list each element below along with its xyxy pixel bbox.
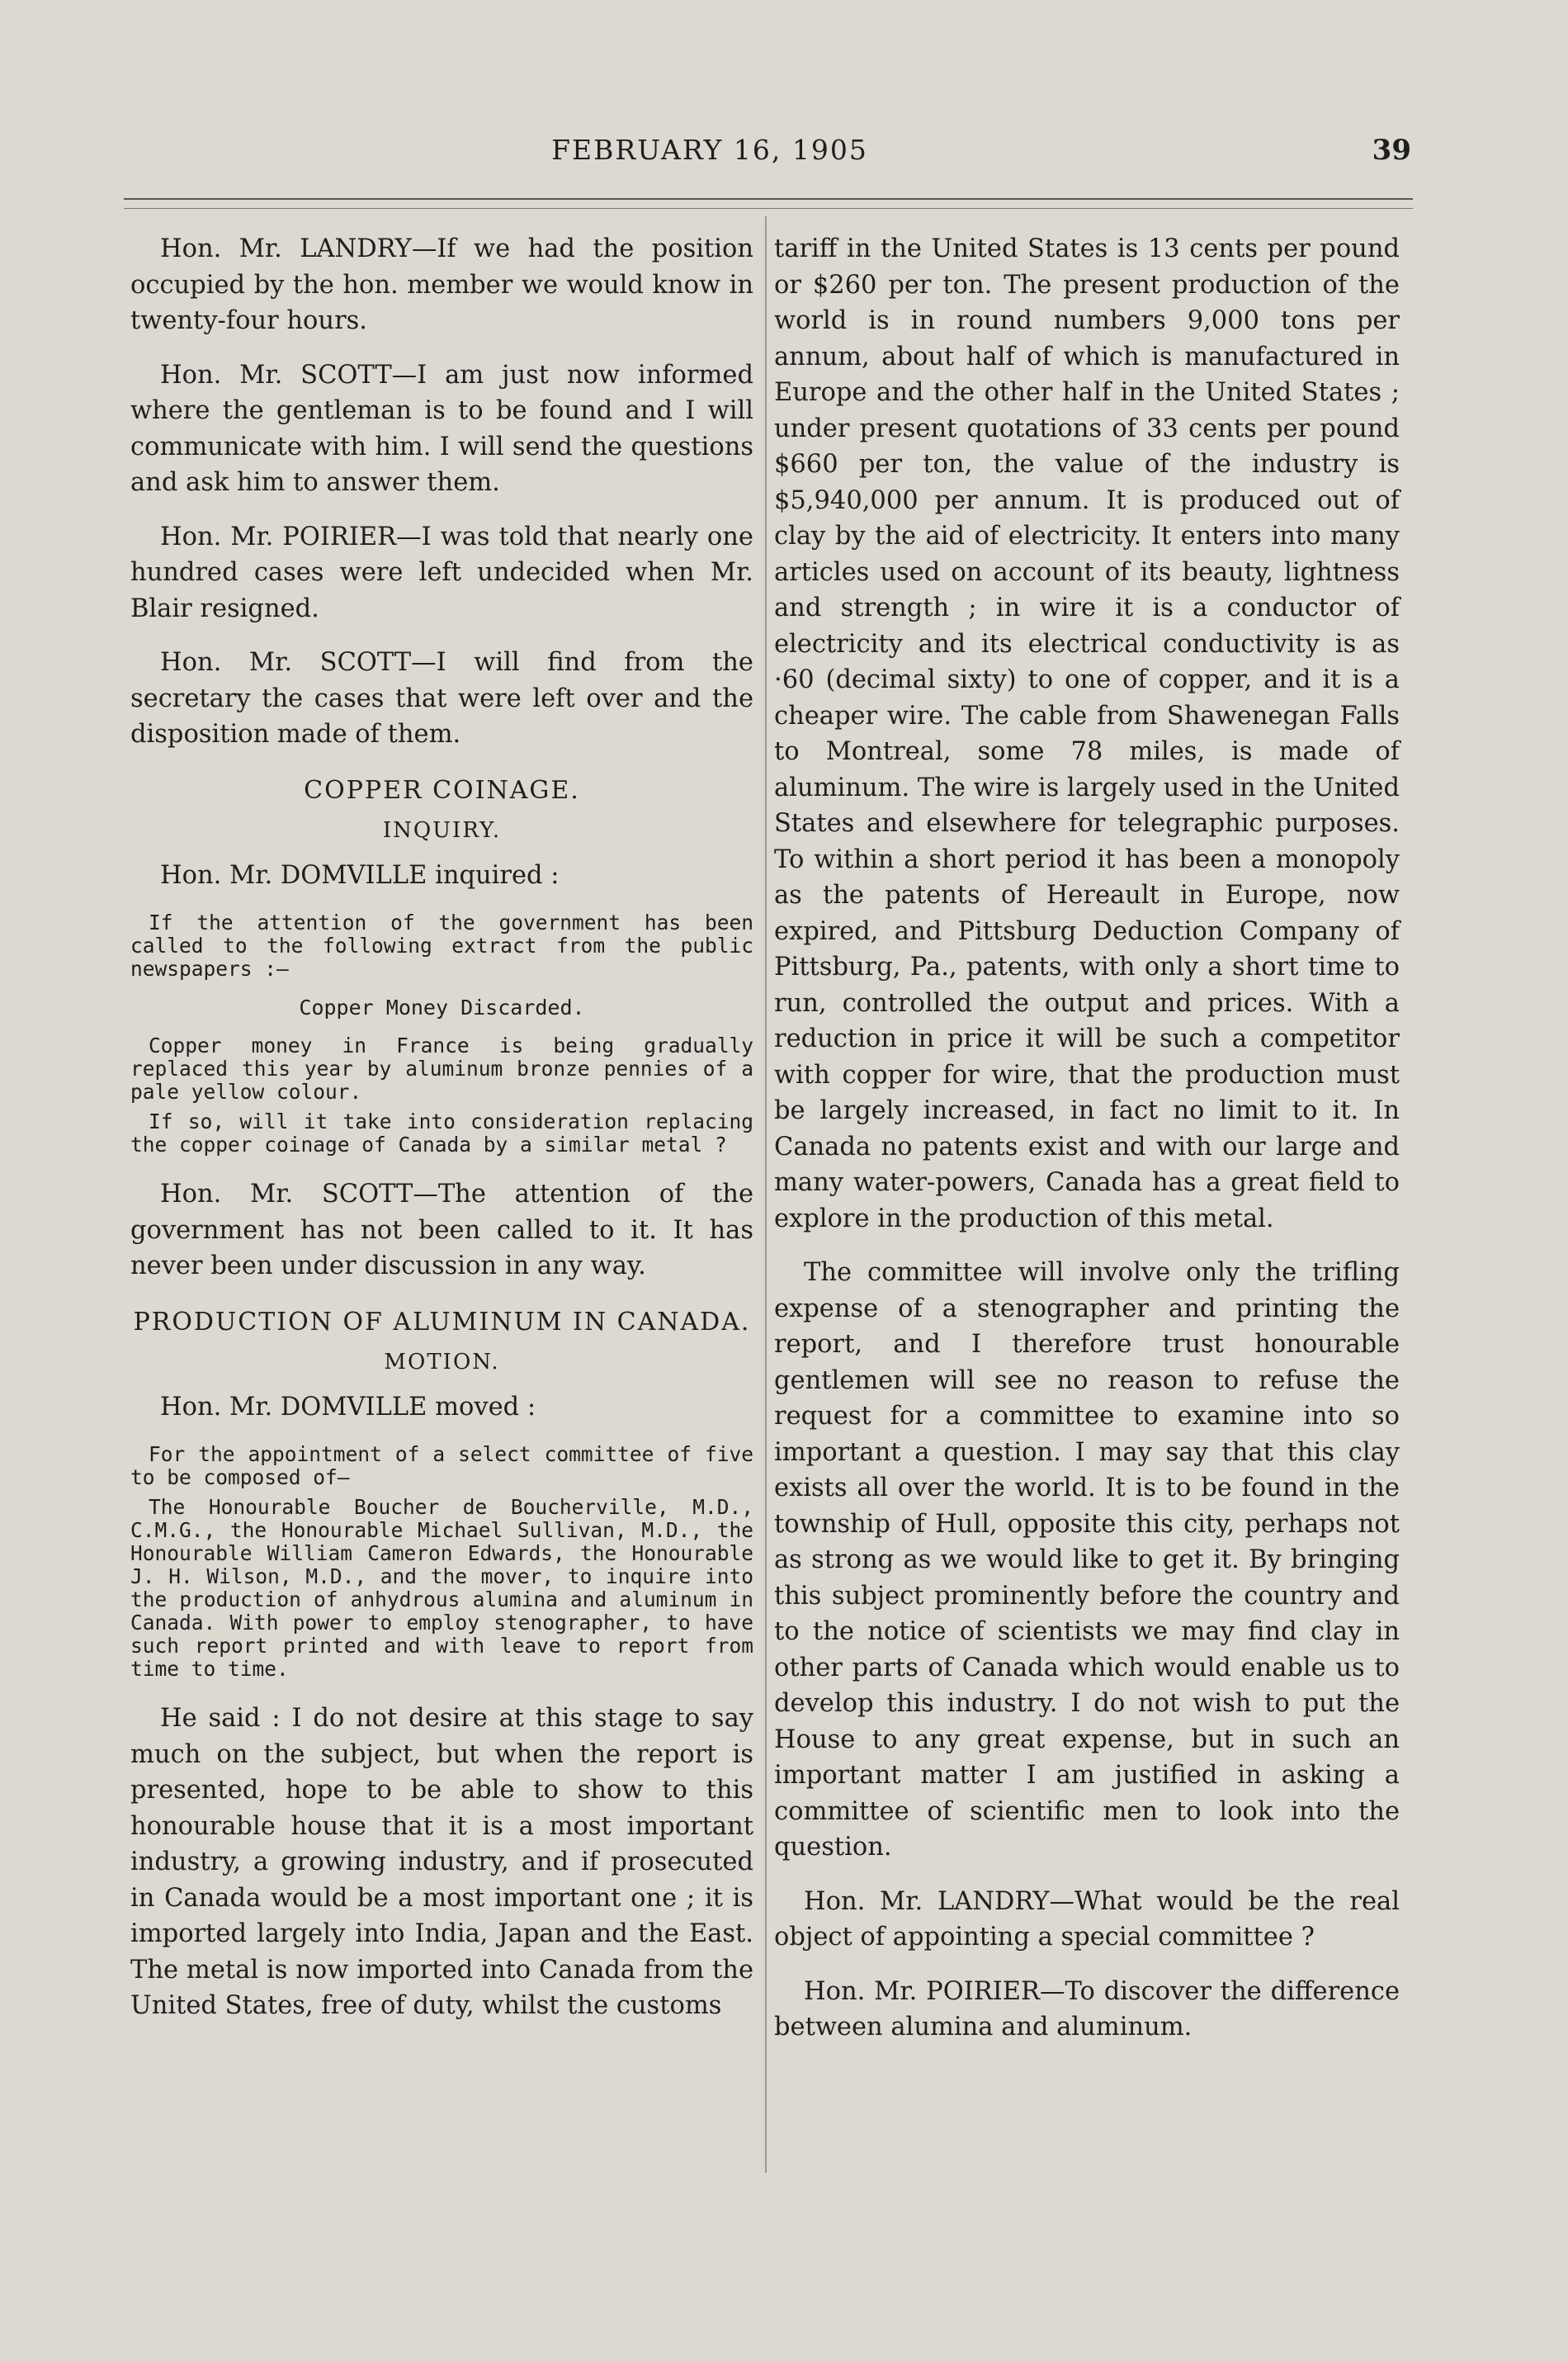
quote-paragraph: Copper money in France is being gradually replaced this year by aluminum bronze pennies of a pale yellow colour. — [130, 1034, 753, 1104]
right-column — [774, 231, 1400, 2064]
running-header — [124, 132, 1411, 173]
section-subheading: MOTION. — [384, 1349, 500, 1374]
section-heading: COPPER COINAGE. — [304, 775, 580, 805]
section-subheading: INQUIRY. — [382, 817, 502, 843]
left-column — [130, 231, 753, 2042]
header-rule — [124, 198, 1413, 200]
paragraph: Hon. Mr. POIRIER—To discover the difference between alumina and aluminum. — [774, 1976, 1400, 2042]
quoted-motion — [130, 1443, 753, 1681]
paragraph: The committee will involve only the trifling expense of a stenographer and printing the report, and I therefore trust honourable gentlemen will see no reason to refuse the request for a committee to examine into so important a question. I may say that this clay exists all over the world. It is to be found in the township of Hull, opposite this city, perhaps not as strong as we would like to get it. By bringing this subject prominently before the country and to the notice of scientists we may find clay in other parts of Canada which would enable us to develop this industry. I do not wish to put the House to any great expense, but in such an important matter I am justified in asking a committee of scientific men to look into the question. — [774, 1258, 1400, 1862]
paragraph: Hon. Mr. LANDRY—If we had the position occupied by the hon. member we would know in twenty-four hours. — [130, 234, 753, 335]
quote-paragraph: The Honourable Boucher de Boucherville, M.D., C.M.G., the Honourable Michael Sullivan, M.D., the Honourable William Cameron Edwards, the Honourable J. H. Wilson, M.D., and the mover, to inquire into the production of anhydrous alumina and aluminum in Canada. With power to employ stenographer, to have such report printed and with leave to report from time to time. — [130, 1495, 753, 1681]
paragraph: Hon. Mr. SCOTT—I will find from the secretary the cases that were left over and the disposition made of them. — [130, 648, 753, 749]
quote-title: Copper Money Discarded. — [299, 996, 585, 1020]
section-heading: PRODUCTION OF ALUMINUM IN CANADA. — [133, 1307, 751, 1337]
quoted-inquiry — [130, 911, 753, 1157]
paragraph: Hon. Mr. LANDRY—What would be the real object of appointing a special committee ? — [774, 1886, 1400, 1952]
quote-paragraph: For the appointment of a select committee of five to be composed of— — [130, 1442, 753, 1489]
page-number: 39 — [1372, 134, 1411, 167]
running-title: FEBRUARY 16, 1905 — [551, 134, 868, 166]
paragraph: Hon. Mr. DOMVILLE inquired : — [160, 860, 560, 890]
quote-paragraph: If the attention of the government has been called to the following extract from the public newspapers :— — [130, 911, 753, 981]
column-divider — [765, 216, 767, 2173]
quote-paragraph: If so, will it take into consideration replacing the copper coinage of Canada by a similar metal ? — [130, 1110, 753, 1157]
paragraph: tariff in the United States is 13 cents per pound or $260 per ton. The present production of the world is in round numbers 9,000 tons per annum, about half of which is manufactured in Europe and the other half in the United States ; under present quotations of 33 cents per pound $660 per ton, the value of the industry is $5,940,000 per annum. It is produced out of clay by the aid of electricity. It enters into many articles used on account of its beauty, lightness and strength ; in wire it is a conductor of electricity and its electrical conductivity is as ·60 (decimal sixty) to one of copper, and it is a cheaper wire. The cable from Shawenegan Falls to Montreal, some 78 miles, is made of aluminum. The wire is largely used in the United States and elsewhere for telegraphic purposes. To within a short period it has been a monopoly as the patents of Hereault in Europe, now expired, and Pittsburg Deduction Company of Pittsburg, Pa., patents, with only a short time to run, controlled the output and prices. With a reduction in price it will be such a competitor with copper for wire, that the production must be largely increased, in fact no limit to it. In Canada no patents exist and with our large and many water-powers, Canada has a great field to explore in the production of this metal. — [774, 234, 1400, 1233]
paragraph: Hon. Mr. SCOTT—I am just now informed where the gentleman is to be found and I will communicate with him. I will send the questions and ask him to answer them. — [130, 360, 753, 497]
paragraph: Hon. Mr. SCOTT—The attention of the government has not been called to it. It has never been under discussion in any way. — [130, 1180, 753, 1280]
header-rule-thin — [124, 208, 1413, 209]
paragraph: Hon. Mr. DOMVILLE moved : — [160, 1392, 536, 1422]
paragraph: He said : I do not desire at this stage to say much on the subject, but when the report is presented, hope to be able to show to this honourable house that it is a most important industry, a growing industry, and if prosecuted in Canada would be a most important one ; it is imported largely into India, Japan and the East. The metal is now imported into Canada from the United States, free of duty, whilst the customs — [130, 1704, 753, 2020]
paragraph: Hon. Mr. POIRIER—I was told that nearly one hundred cases were left undecided when Mr. Blair resigned. — [130, 522, 753, 623]
